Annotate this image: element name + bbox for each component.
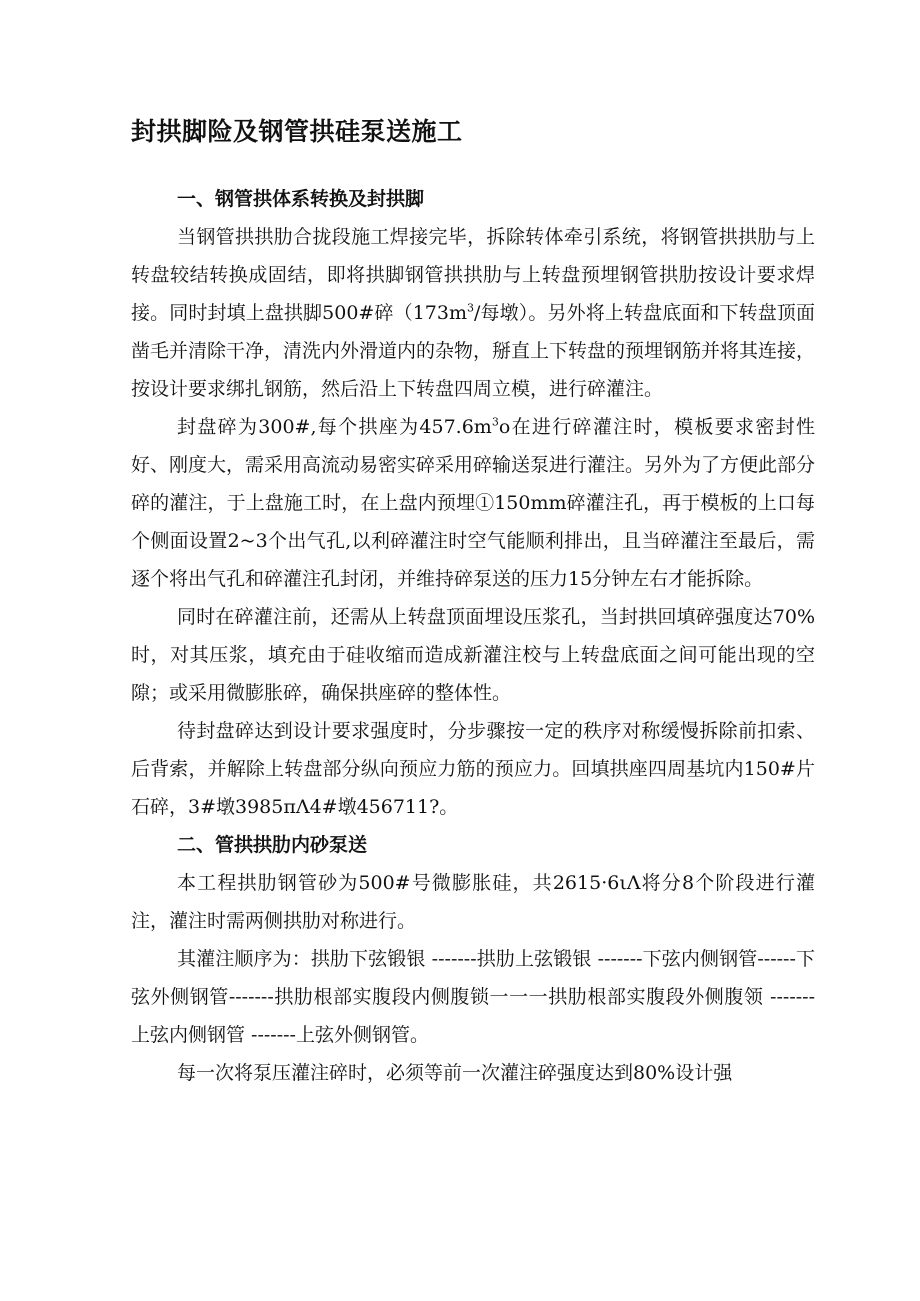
section-heading-1: 一、钢管拱体系转换及封拱脚	[177, 188, 425, 210]
paragraph-text: o在进行碎灌注时，模板要求密封性好、刚度大，需采用高流动易密实碎采用碎输送泵进行灌注。另外为了方便此部分碎的灌注，于上盘施工时，在上盘内预埋①150mm碎灌注孔，再于模板的上口每个侧面设置2~3个出气孔,以利碎灌注时空气能顺利排出，且当碎灌注至最后，需逐个将出气孔和碎灌注孔封闭，并维持碎泵送的压力15分钟左右才能拆除。	[131, 416, 816, 590]
paragraph-cable-removal: 待封盘碎达到设计要求强度时，分步骤按一定的秩序对称缓慢拆除前扣索、后背索，并解除上转盘部分纵向预应力筋的预应力。回填拱座四周基坑内150#片石碎，3#墩3985πΛ4#墩456711?。	[131, 720, 815, 818]
paragraph-pumping-overview: 本工程拱肋钢管砂为500#号微膨胀硅，共2615·6ιΛ将分8个阶段进行灌注，灌注时需两侧拱肋对称进行。	[131, 872, 815, 932]
paragraph-pouring-order: 其灌注顺序为：拱肋下弦锻银 -------拱肋上弦锻银 -------下弦内侧钢管------下弦外侧钢管-------拱肋根部实腹段内侧腹锁一一一拱肋根部实腹段外侧腹领 -------上弦内侧钢管 -------上弦外侧钢管。	[131, 948, 815, 1046]
paragraph-strength-requirement: 每一次将泵压灌注碎时，必须等前一次灌注碎强度达到80%设计强	[177, 1062, 733, 1084]
superscript: 3	[467, 301, 474, 315]
document-body	[131, 180, 815, 1092]
paragraph-text: 封盘碎为300#,每个拱座为457.6m	[177, 416, 492, 438]
paragraph-text: /每墩）。另外将上转盘底面和下转盘顶面凿毛并清除干净，清洗内外滑道内的杂物，掰直上下转盘的预埋钢筋并将其连接，按设计要求绑扎钢筋，然后沿上下转盘四周立模，进行碎灌注。	[131, 302, 816, 400]
paragraph-seal-concrete	[131, 408, 815, 598]
paragraph-arch-conversion	[131, 218, 815, 408]
document-title: 封拱脚险及钢管拱硅泵送施工	[131, 117, 463, 146]
superscript: 3	[491, 415, 499, 429]
paragraph-grouting: 同时在碎灌注前，还需从上转盘顶面埋设压浆孔，当封拱回填碎强度达70%时，对其压浆，填充由于硅收缩而造成新灌注校与上转盘底面之间可能出现的空隙；或采用微膨胀碎，确保拱座碎的整体性。	[131, 606, 815, 704]
paragraph-text: 当钢管拱拱肋合拢段施工焊接完毕，拆除转体牵引系统，将钢管拱拱肋与上转盘较结转换成固结，即将拱脚钢管拱拱肋与上转盘预埋钢管拱肋按设计要求焊接。同时封填上盘拱脚500#碎（173m	[131, 226, 815, 324]
section-heading-2: 二、管拱拱肋内砂泵送	[177, 834, 368, 856]
